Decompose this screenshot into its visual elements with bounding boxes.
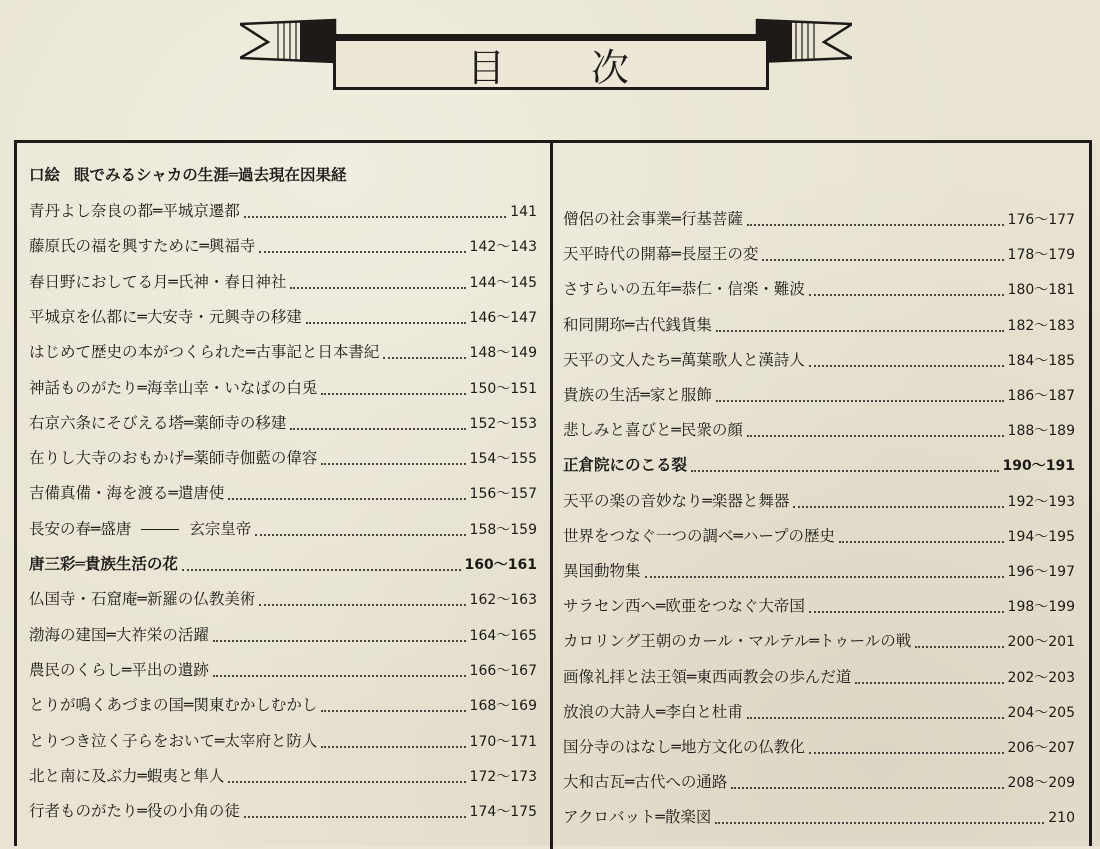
toc-entry — [29, 517, 537, 547]
dot-leader — [809, 365, 1004, 367]
toc-entry-page: 202～203 — [1007, 669, 1075, 686]
dot-leader — [244, 816, 466, 818]
dot-leader — [259, 604, 465, 606]
toc-entry-page: 144～145 — [469, 274, 537, 291]
toc-entry-title: カロリング王朝のカール・マルテル═トゥールの戦 — [563, 632, 912, 651]
dot-leader — [747, 435, 1004, 437]
toc-entry-title: 藤原氏の福を興すために═興福寺 — [29, 237, 256, 256]
dot-leader — [290, 428, 465, 430]
dot-leader — [855, 682, 1003, 684]
toc-entry-page: 200～201 — [1007, 634, 1075, 651]
toc-entry-page: 162～163 — [469, 592, 537, 609]
toc-entry-page: 142～143 — [469, 239, 537, 256]
toc-entry-title: 世界をつなぐ一つの調べ═ハープの歴史 — [563, 526, 836, 545]
dot-leader — [290, 287, 465, 289]
toc-entry — [29, 587, 537, 617]
toc-entry — [563, 313, 1075, 343]
toc-entry-title: 和同開珎═古代銭貨集 — [563, 315, 712, 334]
toc-entry-title: 右京六条にそびえる塔═薬師寺の移建 — [29, 413, 287, 432]
dot-leader — [213, 640, 466, 642]
toc-entry-page: 196～197 — [1007, 564, 1075, 580]
toc-entry-page: 166～167 — [469, 662, 537, 679]
toc-entry-page: 190～191 — [1002, 458, 1075, 475]
toc-entry — [29, 552, 537, 582]
page-title: 目 次 — [466, 45, 636, 90]
toc-entry-title: 天平の楽の音妙なり═楽器と舞器 — [563, 491, 790, 510]
toc-entry-subtitle: 玄宗皇帝 — [189, 519, 252, 538]
toc-entry — [563, 453, 1075, 483]
dot-leader — [321, 746, 465, 748]
dot-leader — [716, 330, 1004, 332]
toc-entry-page: 168～169 — [469, 698, 537, 715]
toc-entry — [563, 629, 1075, 659]
toc-entry — [563, 665, 1075, 695]
toc-entry-page: 182～183 — [1007, 317, 1075, 334]
toc-entry-page: 176～177 — [1007, 212, 1075, 228]
toc-entry-page: 152～153 — [469, 415, 537, 432]
dot-leader — [747, 717, 1004, 719]
toc-entry — [563, 207, 1075, 237]
toc-entry — [29, 340, 537, 370]
toc-entry-page: 186～187 — [1007, 388, 1075, 404]
toc-entry — [29, 234, 537, 264]
toc-entry — [563, 348, 1075, 378]
toc-entry-page: 192～193 — [1007, 493, 1075, 510]
dot-leader — [321, 393, 465, 395]
toc-entry — [563, 594, 1075, 624]
toc-entry-title: 渤海の建国═大祚栄の活躍 — [29, 625, 209, 644]
dot-leader — [383, 357, 465, 359]
long-dash — [141, 529, 179, 530]
toc-entry — [29, 658, 537, 688]
toc-entry — [563, 489, 1075, 519]
toc-entry-page: 198～199 — [1007, 599, 1075, 616]
toc-entry-title: さすらいの五年═恭仁・信楽・難波 — [563, 280, 805, 299]
dot-leader — [259, 251, 465, 253]
dot-leader — [762, 259, 1003, 261]
dot-leader — [321, 463, 465, 465]
dot-leader — [731, 787, 1003, 789]
dot-leader — [213, 675, 466, 677]
dot-leader — [809, 611, 1004, 613]
toc-entry — [29, 446, 537, 476]
toc-entry-page: 194～195 — [1007, 528, 1075, 545]
toc-entry-page: 206～207 — [1007, 740, 1075, 756]
toc-entry-page: 180～181 — [1007, 282, 1075, 299]
toc-entry-title: 画像礼拝と法王領═東西両教会の歩んだ道 — [563, 667, 852, 686]
toc-entry-page: 164～165 — [469, 627, 537, 644]
toc-entry — [29, 305, 537, 335]
toc-entry — [563, 418, 1075, 448]
toc-entry — [29, 623, 537, 653]
dot-leader — [306, 322, 466, 324]
toc-entry-page: 184～185 — [1007, 352, 1075, 369]
toc-entry-title: 在りし大寺のおもかげ═薬師寺伽藍の偉容 — [29, 449, 318, 468]
dot-leader — [228, 498, 465, 500]
toc-entry-page: 204～205 — [1007, 704, 1075, 721]
toc-entry-title: 正倉院にのこる裂 — [563, 455, 688, 475]
toc-entry-title: 行者ものがたり═役の小角の徒 — [29, 802, 240, 821]
toc-entry-page: 141 — [510, 204, 537, 220]
dot-leader — [839, 541, 1003, 543]
toc-entry-title: 僧侶の社会事業═行基菩薩 — [563, 210, 743, 228]
toc-entry-title: とりつき泣く子らをおいて═太宰府と防人 — [29, 731, 318, 750]
toc-entry-title: はじめて歴史の本がつくられた═古事記と日本書紀 — [29, 343, 380, 362]
toc-entry-title: 大和古瓦═古代への通路 — [563, 773, 728, 792]
toc-entry — [563, 242, 1075, 272]
dot-leader — [691, 470, 999, 472]
dot-leader — [321, 710, 465, 712]
toc-entry-title: 農民のくらし═平出の遺跡 — [29, 660, 209, 679]
dot-leader — [182, 569, 461, 571]
toc-entry — [563, 700, 1075, 730]
toc-entry-title: 悲しみと喜びと═民衆の顔 — [563, 421, 743, 440]
toc-entry-title: 異国動物集 — [563, 562, 641, 580]
toc-entry-title: 北と南に及ぶ力═蝦夷と隼人 — [29, 766, 225, 785]
toc-entry-page: 210 — [1048, 810, 1075, 827]
toc-entry-title: 仏国寺・石窟庵═新羅の仏教美術 — [29, 590, 256, 609]
toc-entry-page: 158～159 — [469, 521, 537, 538]
toc-entry-page: 160～161 — [464, 557, 537, 573]
dot-leader — [715, 822, 1044, 824]
toc-entry — [563, 277, 1075, 307]
dot-leader — [645, 576, 1004, 578]
dot-leader — [747, 224, 1004, 226]
toc-entry — [29, 729, 537, 759]
toc-entry-title: とりが鳴くあづまの国═関東むかしむかし — [29, 696, 318, 715]
dot-leader — [809, 752, 1004, 754]
toc-entry-page: 172～173 — [469, 768, 537, 785]
toc-entry — [563, 770, 1075, 800]
toc-entry-title: 貴族の生活═家と服飾 — [563, 386, 712, 404]
frontispiece-entry — [29, 163, 537, 193]
toc-entry — [563, 383, 1075, 413]
toc-entry-page: 178～179 — [1007, 247, 1075, 264]
dot-leader — [244, 216, 506, 218]
toc-entry-title: 唐三彩═貴族生活の花 — [29, 554, 178, 573]
toc-entry-title: 神話ものがたり═海幸山幸・いなばの白兎 — [29, 378, 318, 397]
toc-entry — [29, 270, 537, 300]
toc-entry-page: 150～151 — [469, 380, 537, 397]
toc-entry-title: 天平時代の開幕═長屋王の変 — [563, 245, 759, 264]
toc-entry-page: 154～155 — [469, 451, 537, 468]
toc-entry-title: 天平の文人たち═萬葉歌人と漢詩人 — [563, 350, 805, 369]
toc-entry-page: 208～209 — [1007, 775, 1075, 792]
toc-entry — [29, 411, 537, 441]
toc-entry — [29, 481, 537, 511]
dot-leader — [228, 781, 465, 783]
toc-entry-title: アクロバット═散楽図 — [563, 808, 712, 827]
toc-entry-title: 国分寺のはなし═地方文化の仏教化 — [563, 738, 805, 756]
dot-leader — [915, 646, 1003, 648]
toc-entry — [29, 693, 537, 723]
toc-entry-title: 平城京を仏都に═大安寺・元興寺の移建 — [29, 307, 302, 326]
column-divider — [550, 143, 553, 849]
toc-entry — [29, 199, 537, 229]
toc-entry — [563, 805, 1075, 835]
toc-entry-title: 長安の春═盛唐 — [29, 519, 132, 538]
toc-entry-title: サラセン西へ═欧亜をつなぐ大帝国 — [563, 597, 805, 616]
dot-leader — [809, 294, 1004, 296]
toc-entry-page: 170～171 — [469, 733, 537, 750]
dot-leader — [716, 400, 1004, 402]
toc-entry-page: 174～175 — [469, 804, 537, 821]
toc-entry — [29, 799, 537, 829]
toc-entry — [29, 376, 537, 406]
toc-entry — [563, 524, 1075, 554]
toc-entry-title: 放浪の大詩人═李白と杜甫 — [563, 702, 743, 721]
toc-entry — [563, 735, 1075, 765]
frontispiece-text: 眼でみるシャカの生涯═過去現在因果経 — [74, 165, 347, 184]
toc-entry-title: 春日野におしてる月═氏神・春日神社 — [29, 272, 287, 291]
title-box — [333, 38, 769, 90]
toc-entry — [563, 559, 1075, 589]
toc-entry-page: 146～147 — [469, 309, 537, 326]
frontispiece-label: 口絵 — [29, 165, 61, 184]
table-of-contents — [14, 140, 1092, 846]
title-banner — [240, 14, 852, 90]
dot-leader — [793, 506, 1003, 508]
toc-entry-title: 青丹よし奈良の都═平城京遷都 — [29, 202, 240, 220]
toc-entry — [29, 764, 537, 794]
toc-entry-page: 148～149 — [469, 345, 537, 362]
toc-entry-title: 吉備真備・海を渡る═遣唐使 — [29, 484, 225, 503]
toc-entry-page: 156～157 — [469, 486, 537, 503]
toc-entry-page: 188～189 — [1007, 423, 1075, 440]
dot-leader — [255, 534, 465, 536]
